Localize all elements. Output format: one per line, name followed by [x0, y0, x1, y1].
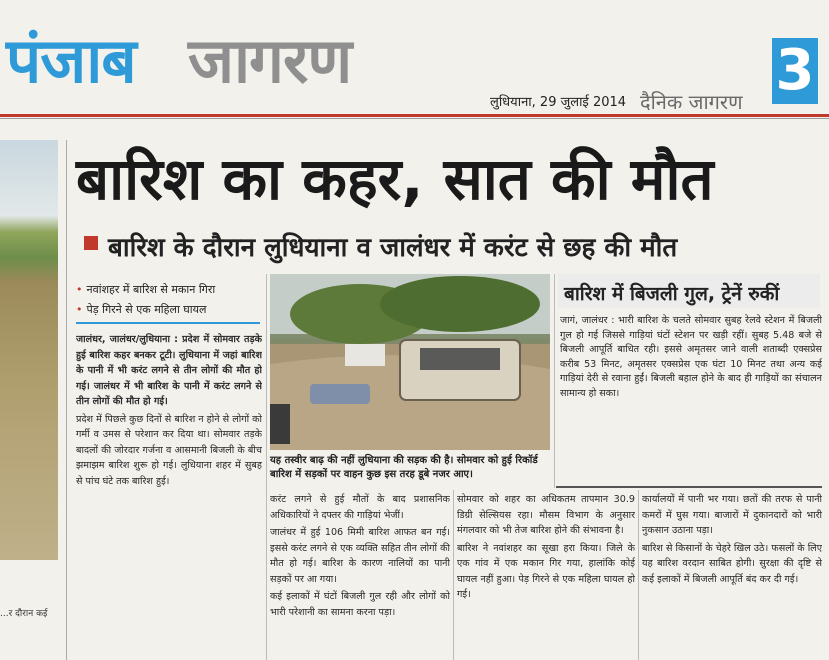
article-paragraph: जालंधर, जालंधर/लुधियाना : प्रदेश में सोमवार तड़के हुई बारिश कहर बनकर टूटी। लुधियाना में जहां बारिश के पानी में भी करंट लगने से तीन लोगों की मौत हो गई। जालंधर में भी बारिश के पानी में करंट लगने से तीन लोगों की मौत हो गई।	[76, 334, 262, 407]
highlight-item	[76, 282, 215, 297]
masthead-rule-thin	[0, 118, 829, 119]
article-column-3	[457, 492, 635, 658]
article-paragraph: बारिश ने नवांशहर का सूखा हरा किया। जिले के एक गांव में एक मकान गिर गया, हालांकि कोई घायल नहीं हुआ। पेड़ गिरने से एक महिला घायल हो गई।	[457, 542, 635, 600]
left-photo-caption: ...र दौरान कई	[0, 609, 48, 619]
flood-photo	[270, 274, 550, 450]
sidebar-rule	[556, 486, 822, 488]
masthead-jagran: जागरण	[188, 24, 352, 97]
article-column-2	[270, 492, 450, 658]
highlight-item	[76, 302, 207, 317]
highlight-rule	[76, 322, 260, 324]
article-paragraph: करंट लगने से हुई मौतों के बाद प्रशासनिक अधिकारियों ने दफ्तर की गाड़ियां भेजीं।	[270, 494, 450, 521]
article-paragraph: जालंधर में हुई 106 मिमी बारिश आफत बन गई। इससे करंट लगने से एक व्यक्ति सहित तीन लोगों की मौत हो गई। बारिश के कारण नालियों का पानी सड़कों पर आ गया।	[270, 527, 450, 585]
article-paragraph: कई इलाकों में घंटों बिजली गुल रही और लोगों को भारी परेशानी का सामना करना पड़ा।	[270, 591, 450, 618]
article-paragraph: कार्यालयों में पानी भर गया। छतों की तरफ से पानी कमरों में घुस गया। बाजारों में दुकानदारों को भारी नुकसान उठाना पड़ा।	[642, 494, 822, 536]
article-column-1	[76, 332, 262, 656]
sidebar-body: जागं, जालंधर : भारी बारिश के चलते सोमवार सुबह रेलवे स्टेशन में बिजली गुल हो गई जिससे गाड़ियां घंटों स्टेशन पर खड़ी रहीं। सुबह 5.48 बजे से बिजली आपूर्ति बाधित रही। इससे अमृतसर जाने वाली शताब्दी एक्सप्रेस करीब 53 मिनट, अमृतसर एक्सप्रेस एक घंटा 10 मिनट तथा अन्य कई गाड़ियां देरी से रवाना हुईं। बिजली बहाल होने के बाद ही गाड़ियों का संचालन सामान्य हो सका।	[560, 315, 822, 399]
column-divider	[554, 274, 555, 488]
article-paragraph: बारिश से किसानों के चेहरे खिल उठे। फसलों के लिए यह बारिश वरदान साबित होगी। सुरक्षा की दृष्टि से कई इलाकों में बिजली आपूर्ति बंद कर दी गई।	[642, 542, 822, 585]
article-column-4	[642, 492, 822, 658]
article-paragraph: प्रदेश में पिछले कुछ दिनों से बारिश न होने से लोगों को गर्मी व उमस से परेशान कर दिया था। सोमवार तड़के बादलों की जोरदार गर्जना व आसमानी बिजली के बीच झमाझम बारिश शुरू हो गई। लुधियाना शहर में सुबह से पांच घंटे तक बारिश हुई।	[76, 413, 262, 487]
subhead-bullet-icon	[84, 236, 98, 250]
column-divider	[266, 274, 267, 660]
column-divider	[66, 140, 67, 660]
left-photo	[0, 140, 58, 560]
highlight-text: पेड़ गिरने से एक महिला घायल	[86, 303, 207, 316]
bullet-icon: •	[76, 283, 83, 296]
subheadline: बारिश के दौरान लुधियाना व जालंधर में करंट से छह की मौत	[108, 233, 678, 263]
sidebar-title: बारिश में बिजली गुल, ट्रेनें रुकीं	[564, 283, 780, 305]
photo-caption: यह तस्वीर बाढ़ की नहीं लुधियाना की सड़क की है। सोमवार को हुई रिकॉर्ड बारिश में सड़कों पर वाहन कुछ इस तरह डूबे नजर आए।	[270, 455, 538, 480]
article-paragraph: सोमवार को शहर का अधिकतम तापमान 30.9 डिग्री सेल्सियस रहा। मौसम विभाग के अनुसार मंगलवार को भी तेज बारिश होने की संभावना है।	[457, 494, 635, 536]
dateline: लुधियाना, 29 जुलाई 2014	[490, 95, 627, 110]
highlight-text: नवांशहर में बारिश से मकान गिरा	[86, 283, 216, 296]
masthead-punjab: पंजाब	[6, 24, 136, 97]
bullet-icon: •	[76, 303, 83, 316]
headline: बारिश का कहर, सात की मौत	[76, 145, 714, 213]
brand-name: दैनिक जागरण	[640, 90, 743, 114]
column-divider	[453, 490, 454, 660]
flood-scene-illustration	[270, 274, 550, 450]
masthead-rule	[0, 114, 829, 117]
page-number-badge: 3	[772, 38, 818, 104]
column-divider	[638, 490, 639, 660]
